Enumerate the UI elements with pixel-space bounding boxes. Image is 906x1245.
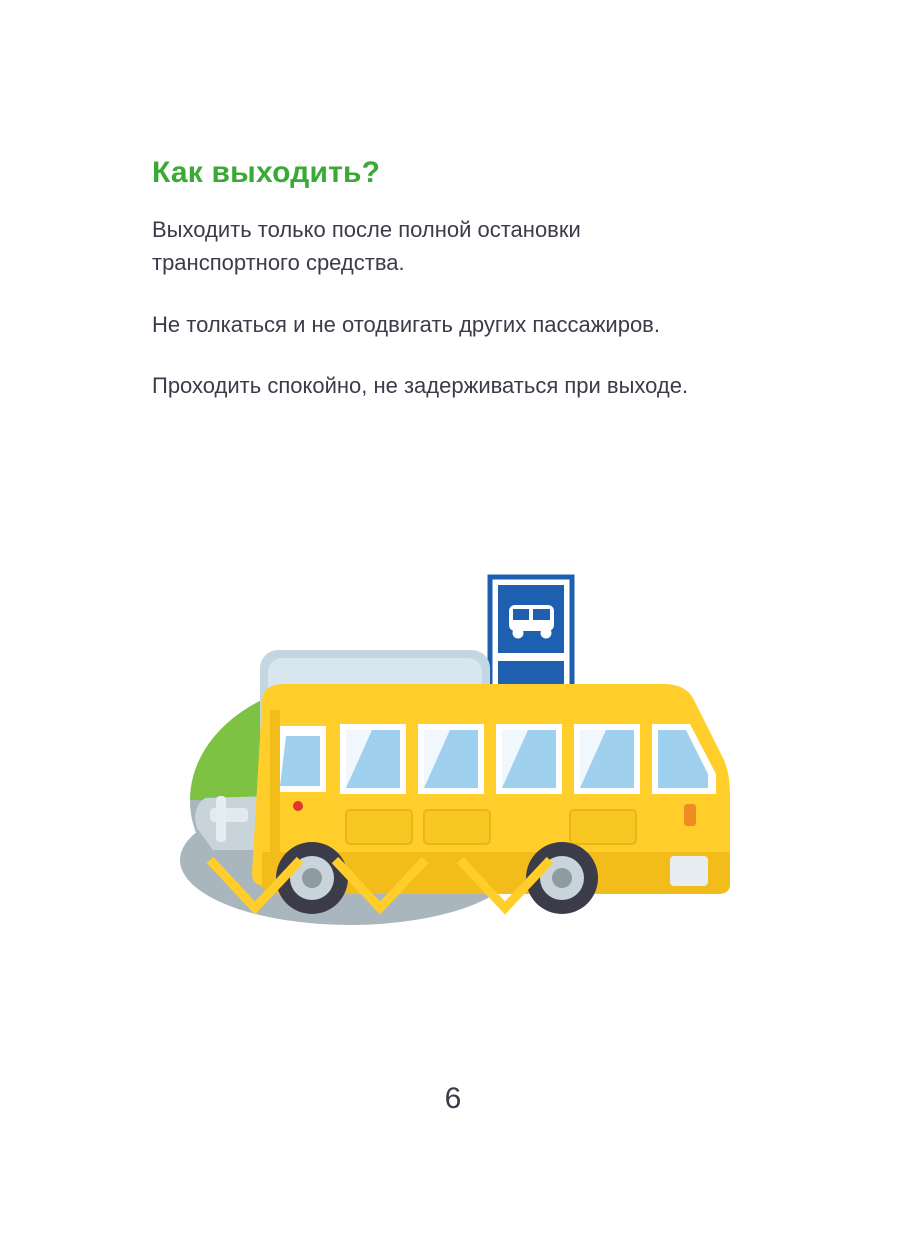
tail-light [684, 804, 696, 826]
rear-bumper [670, 856, 708, 886]
bus-side-panels [346, 810, 636, 844]
paragraph-3: Проходить спокойно, не задерживаться при выходе. [152, 373, 689, 399]
paragraph-1: Выходить только после полной остановки транспортного средства. [152, 217, 581, 276]
bus-illustration [150, 560, 770, 960]
bus-mirror [216, 796, 226, 842]
text-block [152, 155, 752, 403]
marker-light [293, 801, 303, 811]
page-number: 6 [444, 1082, 462, 1115]
page-title: Как выходить? [152, 156, 381, 189]
bus-door [270, 710, 280, 860]
paragraph-2: Не толкаться и не отодвигать других пассажиров. [152, 311, 660, 337]
